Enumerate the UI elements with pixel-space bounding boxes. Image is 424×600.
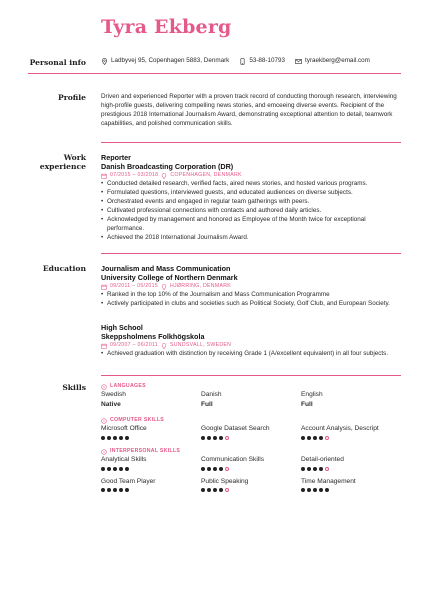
computer-skills-row	[101, 424, 401, 440]
school-name: University College of Northern Denmark	[101, 273, 238, 282]
degree-title: Journalism and Mass Communication	[101, 264, 231, 273]
education-meta	[101, 283, 401, 290]
skills-label: Skills	[62, 383, 86, 392]
languages-row	[101, 390, 401, 409]
rating-dot-filled	[213, 467, 217, 471]
rating-dot-filled	[113, 436, 117, 440]
work-meta	[101, 172, 401, 179]
school-name: Skeppsholmens Folkhögskola	[101, 332, 205, 341]
skill-item	[101, 455, 201, 471]
rating-dot-filled	[313, 488, 317, 492]
email-text[interactable]: tyraekberg@email.com	[305, 57, 370, 64]
phone-text: 53-88-10793	[249, 57, 286, 64]
rating-dots	[301, 436, 401, 440]
rating-dot-empty	[225, 436, 229, 440]
rating-dot-filled	[219, 467, 223, 471]
rating-dot-filled	[125, 436, 129, 440]
rating-dot-filled	[319, 436, 323, 440]
rating-dot-filled	[113, 488, 117, 492]
rating-dot-filled	[219, 436, 223, 440]
rating-dot-filled	[325, 488, 329, 492]
rating-dot-empty	[325, 467, 329, 471]
skill-item	[201, 424, 301, 440]
rating-dots	[101, 488, 201, 492]
rating-dot-filled	[207, 436, 211, 440]
skill-name: Time Management	[301, 477, 356, 485]
circle-icon	[101, 418, 107, 424]
education-entry-2	[101, 323, 401, 359]
degree-title: High School	[101, 323, 143, 332]
profile-divider	[101, 142, 401, 143]
rating-dot-filled	[307, 436, 311, 440]
rating-dot-filled	[125, 488, 129, 492]
rating-dot-filled	[319, 488, 323, 492]
skill-item	[101, 424, 201, 440]
language-item	[301, 390, 401, 409]
rating-dot-empty	[225, 467, 229, 471]
email-icon	[295, 58, 302, 65]
list-item: • Formulated questions, interviewed guests, and educated audiences on diverse subjects.	[101, 189, 401, 198]
profile-label: Profile	[57, 93, 86, 102]
location-pin-icon	[161, 173, 167, 179]
skill-name: Good Team Player	[101, 477, 156, 485]
education-bullets	[101, 291, 401, 309]
rating-dot-filled	[301, 436, 305, 440]
circle-icon	[101, 384, 107, 390]
rating-dots	[301, 488, 401, 492]
phone-item	[239, 57, 285, 66]
education-meta	[101, 342, 401, 349]
language-level: Native	[101, 400, 121, 408]
skill-name: Microsoft Office	[101, 425, 147, 433]
skill-name: Public Speaking	[201, 477, 249, 485]
rating-dot-filled	[101, 467, 105, 471]
list-item: • Achieved the 2018 International Journalism Award.	[101, 234, 401, 243]
rating-dot-filled	[107, 436, 111, 440]
education-entry-1	[101, 264, 401, 309]
address-text: Ladbyvej 95, Copenhagen 5883, Denmark	[111, 57, 230, 64]
profile-text: Driven and experienced Reporter with a proven track record of conducting thorough research, interviewing high-profile guests, delivering compelling news stories, and emceeing diverse events. Recipient of the prestigious 2018 International Journalism Award, demonstrating exceptional attention to detail, teamwork capabilities, and polished communication skills.	[101, 93, 397, 127]
top-divider	[28, 73, 401, 74]
interpersonal-skills-heading-text: INTERPERSONAL SKILLS	[110, 448, 181, 455]
rating-dot-filled	[213, 488, 217, 492]
skill-name: Google Dataset Search	[201, 425, 270, 433]
language-level: Full	[201, 400, 213, 408]
rating-dots	[101, 467, 201, 471]
education-location: SUNDSVALL, SWEDEN	[170, 342, 232, 348]
rating-dot-filled	[107, 488, 111, 492]
skill-item	[301, 455, 401, 471]
interpersonal-skills-row-2	[101, 477, 401, 493]
rating-dot-filled	[101, 488, 105, 492]
calendar-icon	[101, 343, 107, 349]
education-location: HJØRRING, DENMARK	[170, 283, 232, 289]
list-item: • Achieved graduation with distinction by receiving Grade 1 (A/excellent equivalent) in all four subjects.	[101, 350, 401, 359]
rating-dot-filled	[119, 436, 123, 440]
education-dates: 09/2011 – 05/2015	[110, 283, 158, 289]
work-label-line1: Work	[63, 153, 86, 162]
circle-icon	[101, 449, 107, 455]
education-label: Education	[42, 264, 86, 273]
skill-name: Account Analysis, Descript	[301, 425, 379, 433]
rating-dot-filled	[319, 467, 323, 471]
skills-body	[101, 383, 401, 492]
skill-item	[201, 455, 301, 471]
rating-dots	[201, 488, 301, 492]
rating-dot-filled	[301, 488, 305, 492]
rating-dots	[101, 436, 201, 440]
skill-item	[301, 424, 401, 440]
work-bullets	[101, 180, 401, 243]
language-name: Swedish	[101, 391, 126, 399]
phone-icon	[239, 58, 246, 65]
rating-dots	[201, 467, 301, 471]
list-item: • Conducted detailed research, verified facts, aired news stories, and hosted various programs.	[101, 180, 401, 189]
education-divider	[101, 375, 401, 376]
interpersonal-skills-row-1	[101, 455, 401, 471]
list-item: • Cultivated professional connections with contacts and authored daily articles.	[101, 207, 401, 216]
rating-dot-filled	[207, 467, 211, 471]
candidate-name: Tyra Ekberg	[101, 16, 232, 38]
computer-skills-heading-text: COMPUTER SKILLS	[110, 417, 165, 424]
rating-dot-filled	[301, 467, 305, 471]
work-dates: 07/2015 – 03/2018	[110, 172, 159, 178]
calendar-icon	[101, 173, 107, 179]
language-item	[101, 390, 201, 409]
rating-dot-filled	[113, 467, 117, 471]
education-dates: 09/2007 – 06/2011	[110, 342, 158, 348]
rating-dot-filled	[307, 467, 311, 471]
list-item: • Ranked in the top 10% of the Journalism and Mass Communication Programme	[101, 291, 401, 300]
languages-heading	[101, 383, 401, 390]
skill-name: Analytical Skills	[101, 456, 147, 464]
interpersonal-skills-heading	[101, 448, 401, 455]
rating-dot-filled	[201, 436, 205, 440]
rating-dot-empty	[225, 488, 229, 492]
skill-item	[201, 477, 301, 493]
job-title: Reporter	[101, 153, 131, 162]
location-pin-icon	[161, 343, 167, 349]
work-entry	[101, 153, 401, 242]
language-level: Full	[301, 400, 313, 408]
language-name: English	[301, 391, 323, 399]
language-name: Danish	[201, 391, 222, 399]
contact-row	[101, 57, 401, 66]
company-name: Danish Broadcasting Corporation (DR)	[101, 162, 234, 171]
work-label-line2: experience	[39, 162, 86, 172]
list-item: • Orchestrated events and engaged in regular team gatherings with peers.	[101, 198, 401, 207]
rating-dot-filled	[119, 488, 123, 492]
rating-dot-filled	[107, 467, 111, 471]
list-item: • Actively participated in clubs and societies such as Political Society, Golf Club, and European Society.	[101, 300, 401, 309]
skill-item	[301, 477, 401, 493]
rating-dot-filled	[213, 436, 217, 440]
rating-dot-filled	[201, 488, 205, 492]
skill-item	[101, 477, 201, 493]
rating-dots	[301, 467, 401, 471]
rating-dot-filled	[219, 488, 223, 492]
rating-dot-filled	[125, 467, 129, 471]
location-pin-icon	[101, 58, 108, 65]
skill-name: Communication Skills	[201, 456, 265, 464]
address-item	[101, 57, 229, 66]
location-pin-icon	[161, 284, 167, 290]
rating-dot-filled	[207, 488, 211, 492]
rating-dot-filled	[101, 436, 105, 440]
languages-heading-text: LANGUAGES	[110, 383, 146, 389]
language-item	[201, 390, 301, 409]
rating-dot-filled	[313, 436, 317, 440]
skill-name: Detail-oriented	[301, 456, 344, 464]
personal-info-label: Personal info	[29, 58, 86, 67]
work-divider	[101, 253, 401, 254]
work-location: COPENHAGEN, DENMARK	[170, 172, 242, 178]
email-item[interactable]	[295, 57, 370, 66]
rating-dot-filled	[119, 467, 123, 471]
calendar-icon	[101, 284, 107, 290]
rating-dot-filled	[313, 467, 317, 471]
education-bullets	[101, 350, 401, 359]
rating-dots	[201, 436, 301, 440]
rating-dot-empty	[325, 436, 329, 440]
work-label	[0, 153, 86, 172]
rating-dot-filled	[307, 488, 311, 492]
rating-dot-filled	[201, 467, 205, 471]
computer-skills-heading	[101, 417, 401, 424]
list-item: • Acknowledged by management and honored as Employee of the Month twice for exceptional performance.	[101, 216, 401, 234]
